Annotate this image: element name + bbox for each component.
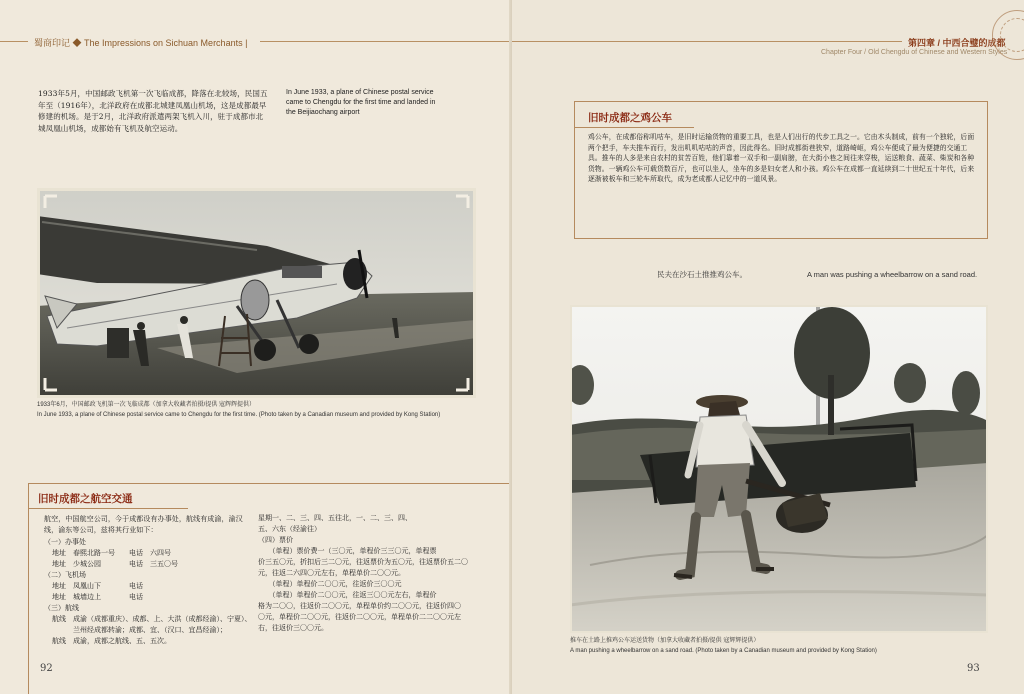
wheelbarrow-caption-chinese: 民夫在沙石土推推鸡公车。 (657, 270, 747, 279)
airplane-photo (37, 188, 476, 398)
page-number-right: 93 (967, 663, 980, 674)
wheelbarrow-text: 鸡公车，在成都俗称叽咕车，是旧时运输货物的重要工具，也是人们出行的代步工具之一。它由木头制成，前有一个独轮，后面两个把手，车夫推车而行，发出叽叽咕咕的声音，因此得名。旧时成都街巷狭窄，道路崎岖，鸡公车便成了最为便捷的交通工具。推车的人多是来自农村的贫苦百姓，他们靠着一双手和一副肩膀，在大街小巷之间往来穿梭，运送粮食、蔬菜、柴炭和各种货物。一辆鸡公车可载货数百斤，也可以坐人，坐车的多是妇女老人和小孩。鸡公车在成都一直延续到二十世纪五十年代，后来逐渐被板车和三轮车所取代，成为老成都人记忆中的一道风景。 (588, 133, 975, 183)
page-header: 蜀商印记 ◆ The Impressions on Sichuan Merchants | (34, 38, 248, 48)
schedule-line-1: 星期一、二、三、四、五往北，一、二、三、四、 (258, 514, 412, 522)
schedule-line-9: 格为二〇〇，往返价二〇〇元，单程单价约二〇〇元，往返价四〇 (258, 602, 461, 610)
schedule-line-8: （单程）单程价二〇〇元，往返三〇〇元左右，单程价 (258, 591, 437, 599)
wheelbarrow-title-rule (574, 127, 694, 128)
office-line-1: 地址 春熙北路一号 电话 六四号 (52, 549, 171, 557)
airport-line-1: 地址 凤凰山下 电话 (52, 582, 143, 590)
schedule-and-fares (258, 513, 468, 634)
chapter-header-chinese: 第四章 / 中西合璧的成都 (908, 38, 1006, 48)
airplane-caption-chinese: 1933年6月，中国邮政飞机第一次飞临成都（加拿大收藏者拍摄/提供 寇辉辉提供） (37, 402, 256, 408)
section-heading-office: （一）办事处 (44, 538, 86, 546)
header-rule-right (260, 41, 512, 42)
bottom-caption-english: A man pushing a wheelbarrow on a sand road. (Photo taken by a Canadian museum and provided by Kong Station) (570, 648, 877, 654)
header-rule-left (0, 41, 28, 42)
schedule-line-5: 价三五〇元，折扣后三二〇元，往返票价为五〇元，往返票价五二〇 (258, 558, 468, 566)
aviation-box-title: 旧时成都之航空交通 (38, 493, 133, 505)
wheelbarrow-caption-english: A man was pushing a wheelbarrow on a sand road. (807, 270, 978, 279)
routes-line-3: 航线 成渝，成都之航线、五、五次。 (52, 637, 171, 645)
header-rule-right-page (512, 41, 902, 42)
schedule-line-2: 五、六东（经渝往） (258, 525, 321, 533)
aviation-intro: 航空，中国航空公司，今于成都设有办事处，航线有成渝，渝汉线，渝东等公司，兹将其行业如下： (44, 515, 243, 534)
schedule-line-11: 右，往返价三〇〇元。 (258, 624, 328, 632)
schedule-line-7: （单程）单程价二〇〇元，往返价三〇〇元 (258, 580, 402, 588)
aviation-title-rule (28, 508, 188, 509)
intro-english-text: In June 1933, a plane of Chinese postal service came to Chengdu for the first time and landed in the Beijiaochang airport (286, 89, 436, 116)
schedule-line-6: 元，往返二六四〇元左右，单程单价二〇〇元。 (258, 569, 405, 577)
schedule-line-10: 〇元，单程价二〇〇元，往返价二〇〇元，单程单价二二〇〇元左 (258, 613, 461, 621)
airport-line-2: 地址 城墙边上 电话 (52, 593, 143, 601)
wheelbarrow-photo (570, 305, 988, 633)
right-page (512, 0, 1024, 694)
section-heading-airport: （二）飞机场 (44, 571, 86, 579)
page-number-left: 92 (40, 663, 53, 674)
schedule-line-4: （单程）票价费一（三〇元，单程价三三〇元，单程票 (258, 547, 437, 555)
routes-line-2: 兰州经成都转渝；成都、宜、（汉口、宜昌经渝）； (52, 626, 227, 634)
airplane-caption-english: In June 1933, a plane of Chinese postal service came to Chengdu for the first time. (Photo taken by a Canadian museum and provided by Kong Station) (37, 412, 441, 418)
wheelbarrow-box-title: 旧时成都之鸡公车 (588, 112, 672, 124)
intro-chinese-text: 1933年5月，中国邮政飞机第一次飞临成都，降落在北较场，民国五年至（1916年），北洋政府在成都北城建凤凰山机场，这是成都最早修建的机场。是于2月，北洋政府派遣两架飞机入川，驻于成都市北城凤凰山机场，成都始有飞机及航空运动。 (38, 89, 268, 133)
chapter-header-english: Chapter Four / Old Chengdu of Chinese and Western Styles (821, 49, 1008, 56)
schedule-line-3: （四）票价 (258, 536, 293, 544)
section-heading-routes: （三）航线 (44, 604, 79, 612)
bottom-caption-chinese: 推车在土路上推鸡公车运送货物（加拿大收藏者拍摄/提供 寇辉辉提供） (570, 638, 760, 644)
routes-line-1: 航线 成渝（成都重庆）、成都、上、大洪（成都经渝）、宁夏）、 (52, 615, 252, 623)
office-line-2: 地址 少城公园 电话 三五〇号 (52, 560, 178, 568)
aviation-sections (44, 537, 254, 647)
